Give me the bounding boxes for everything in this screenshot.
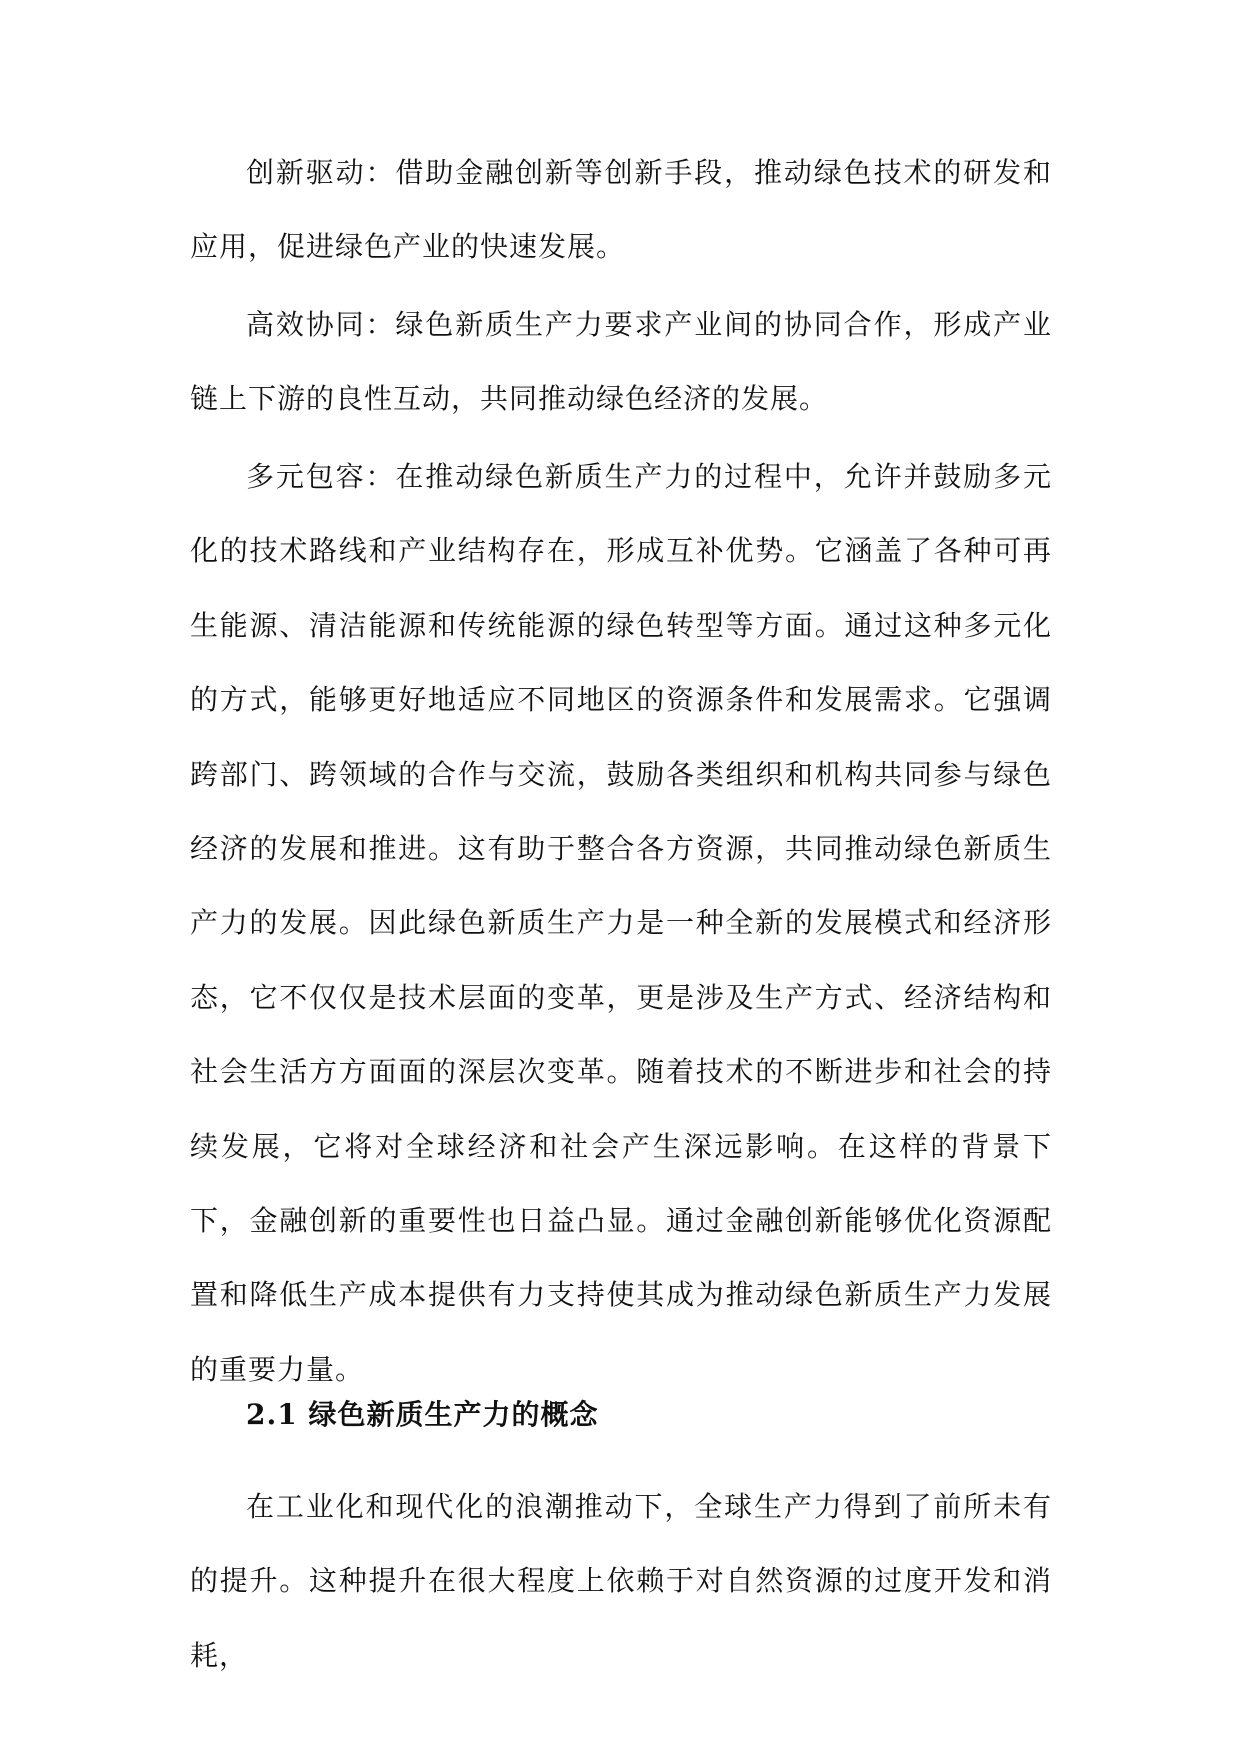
paragraph-section-intro: 在工业化和现代化的浪潮推动下，全球生产力得到了前所未有的提升。这种提升在很大程度上依赖于对自然资源的过度开发和消耗， <box>190 1490 1052 1672</box>
paragraph-efficient-collaboration: 高效协同：绿色新质生产力要求产业间的协同合作，形成产业链上下游的良性互动，共同推动绿色经济的发展。 <box>190 308 1052 416</box>
paragraph-innovation-driven: 创新驱动：借助金融创新等创新手段，推动绿色技术的研发和应用，促进绿色产业的快速发展。 <box>190 156 1052 264</box>
section-heading: 2.1 绿色新质生产力的概念 <box>246 1398 599 1431</box>
paragraph-diverse-inclusive: 多元包容：在推动绿色新质生产力的过程中，允许并鼓励多元化的技术路线和产业结构存在，形成互补优势。它涵盖了各种可再生能源、清洁能源和传统能源的绿色转型等方面。通过这种多元化的方式，能够更好地适应不同地区的资源条件和发展需求。它强调跨部门、跨领域的合作与交流，鼓励各类组织和机构共同参与绿色经济的发展和推进。这有助于整合各方资源，共同推动绿色新质生产力的发展。因此绿色新质生产力是一种全新的发展模式和经济形态，它不仅仅是技术层面的变革，更是涉及生产方式、经济结构和社会生活方方面面的深层次变革。随着技术的不断进步和社会的持续发展，它将对全球经济和社会产生深远影响。在这样的背景下下，金融创新的重要性也日益凸显。通过金融创新能够优化资源配置和降低生产成本提供有力支持使其成为推动绿色新质生产力发展的重要力量。 <box>190 460 1052 1386</box>
